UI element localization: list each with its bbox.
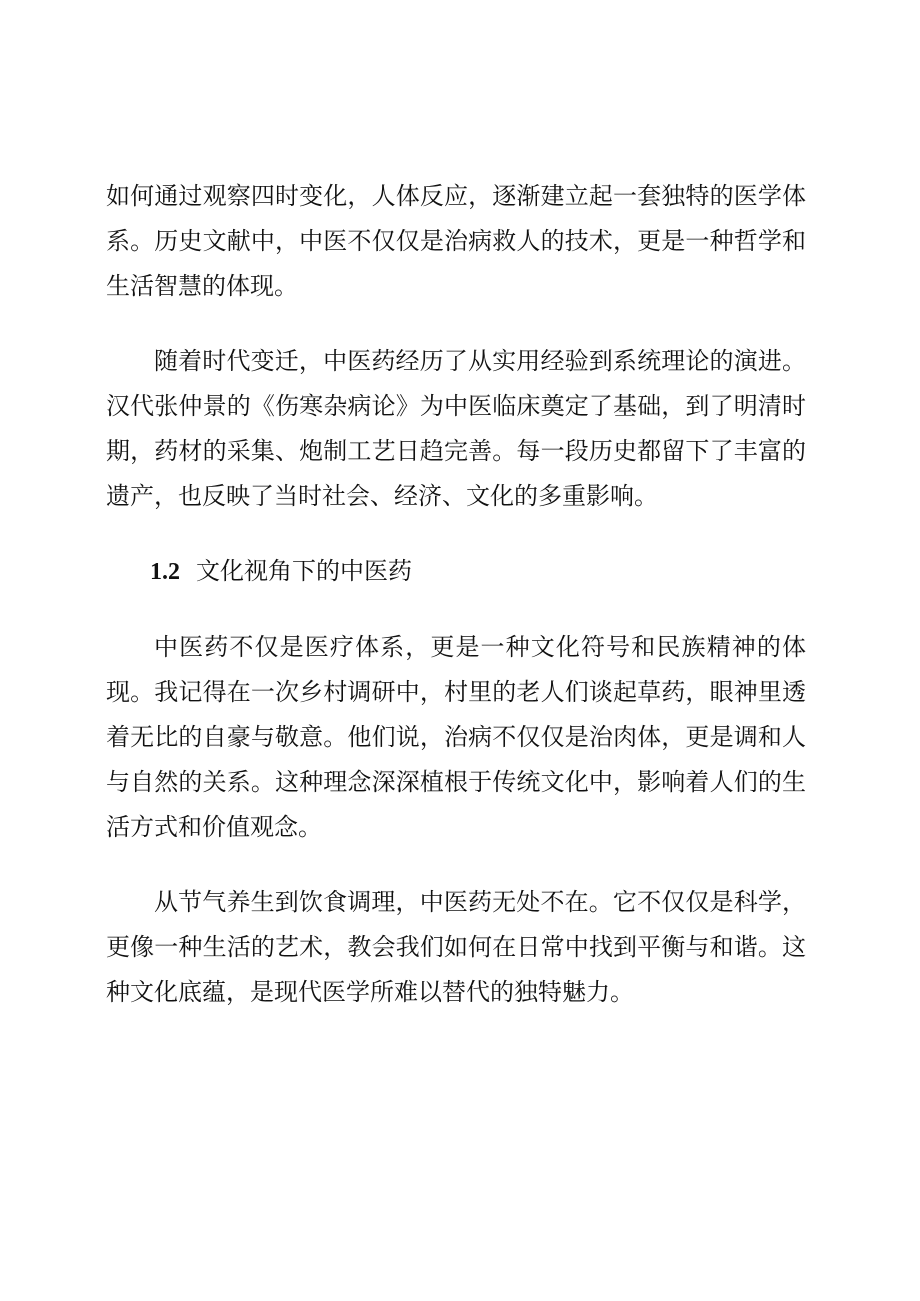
paragraph-cultural-symbol: 中医药不仅是医疗体系，更是一种文化符号和民族精神的体现。我记得在一次乡村调研中，村里的老人们谈起草药，眼神里透着无比的自豪与敬意。他们说，治病不仅仅是治肉体，更是调和人与自然的关系。这种理念深深植根于传统文化中，影响着人们的生活方式和价值观念。 <box>106 633 806 841</box>
paragraph-continued: 如何通过观察四时变化，人体反应，逐渐建立起一套独特的医学体系。历史文献中，中医不仅仅是治病救人的技术，更是一种哲学和生活智慧的体现。 <box>106 182 806 300</box>
document-body <box>106 174 806 1015</box>
paragraph-history-evolution: 随着时代变迁，中医药经历了从实用经验到系统理论的演进。汉代张仲景的《伤寒杂病论》为中医临床奠定了基础，到了明清时期，药材的采集、炮制工艺日趋完善。每一段历史都留下了丰富的遗产，也反映了当时社会、经济、文化的多重影响。 <box>106 347 806 510</box>
section-title: 文化视角下的中医药 <box>196 557 412 585</box>
paragraph-daily-life: 从节气养生到饮食调理，中医药无处不在。它不仅仅是科学，更像一种生活的艺术，教会我们如何在日常中找到平衡与和谐。这种文化底蕴，是现代医学所难以替代的独特魅力。 <box>106 888 806 1006</box>
section-number: 1.2 <box>150 559 180 585</box>
section-heading <box>106 549 806 595</box>
